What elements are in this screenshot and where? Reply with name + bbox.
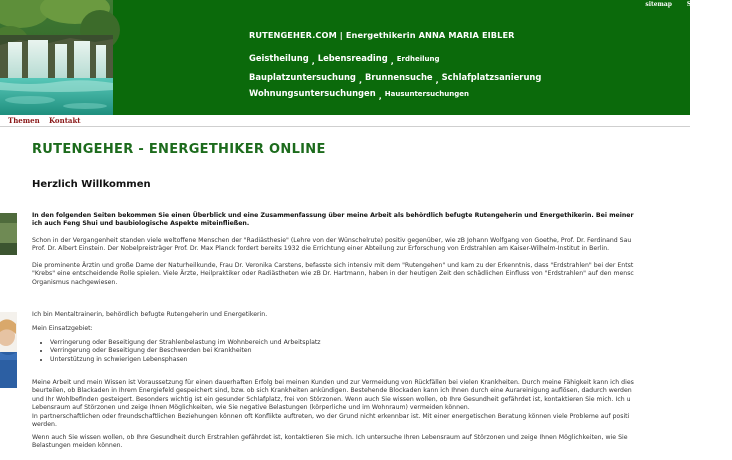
- nav-link-lebensreading[interactable]: Lebensreading: [317, 53, 388, 63]
- nav-separator: ,: [435, 76, 439, 85]
- wissen-paragraph: [32, 379, 732, 429]
- text-line: werden.: [32, 421, 57, 429]
- intro-paragraph: [32, 212, 732, 229]
- text-line: Ich bin Mentaltrainerin, behördlich befugte Rutengeherin und Energetikerin.: [32, 311, 268, 318]
- einsatz-label: [32, 325, 732, 333]
- top-link-st[interactable]: St: [686, 1, 694, 8]
- menu-link-kontakt[interactable]: Kontakt: [49, 116, 81, 125]
- nav-link-schlafplatzsanierung[interactable]: Schlafplatzsanierung: [441, 72, 542, 82]
- menu-link-themen[interactable]: Themen: [8, 116, 40, 125]
- text-line: Prof. Dr. Albert Einstein. Der Nobelpreisträger Prof. Dr. Max Planck fordert bereits 1932 die Errichtung einer Abteilung zur Erforschung von Erdstrahlen am Kaiser-Wilhelm-Institut in Berlin.: [32, 245, 610, 253]
- text-line: Organismus nachgewiesen.: [32, 278, 118, 286]
- list-item: • Unterstützung in schwierigen Lebensphasen: [50, 356, 321, 364]
- list-item: • Verringerung oder Beseitigung der Strahlenbelastung im Wohnbereich und Arbeitsplatz: [50, 339, 321, 347]
- nav-separator: ,: [390, 57, 394, 66]
- text-line: Lebensraum auf Störzonen und zeige Ihnen Möglichkeiten, wie Sie negative Belastungen (körperliche und im Wohnraum) vermeiden können.: [32, 404, 470, 412]
- text-line: Wenn auch Sie wissen wollen, ob Ihre Gesundheit durch Erstrahlen gefährdet ist, kontaktieren Sie mich. Ich untersuche Ihren Lebensraum auf Störzonen und zeige Ihnen Möglichkeiten, wie Sie: [32, 434, 628, 441]
- list-item: • Verringerung oder Beseitigung der Beschwerden bei Krankheiten: [50, 347, 321, 355]
- text-line: "Krebs" eine entscheidende Rolle spielen. Viele Ärzte, Heilpraktiker oder Radiästheten wie zB Dr. Hartmann, haben in der heutigen Zeit den schädlichen Einfluss von "Erdstrahlen" auf den mensc: [32, 270, 634, 278]
- text-line: In partnerschaftlichen oder freundschaftlichen Beziehungen können oft Konflikte auftreten, wo der Grund nicht erkennbar ist. Mit einer energetischen Beratung können viele Probleme auf positi: [32, 412, 630, 420]
- text-line: Belastungen meiden können.: [32, 442, 123, 450]
- nav-row-3: [249, 81, 469, 100]
- nav-link-bauplatzuntersuchung[interactable]: Bauplatzuntersuchung: [249, 72, 356, 82]
- text-line: Meine Arbeit und mein Wissen ist Voraussetzung für einen dauerhaften Erfolg bei meinen Kunden und zur Vermeidung von Rückfällen bei vielen Krankheiten. Durch meine Fähigkeit kann ich dies: [32, 379, 634, 386]
- text-line: Mein Einsatzgebiet:: [32, 325, 93, 332]
- site-title: RUTENGEHER.COM | Energethikerin ANNA MARIA EIBLER: [249, 30, 515, 40]
- nav-link-wohnungsuntersuchungen[interactable]: Wohnungsuntersuchungen: [249, 88, 376, 98]
- nav-link-brunnensuche[interactable]: Brunnensuche: [364, 72, 433, 82]
- text-line: Schon in der Vergangenheit standen viele weltoffene Menschen der "Radiästhesie" (Lehre von der Wünschelrute) positiv gegenüber, wie zB Johann Wolfgang von Goethe, Prof. Dr. Ferdinand Sau: [32, 237, 632, 244]
- text-line: In den folgenden Seiten bekommen Sie einen Überblick und eine Zusammenfassung über meine Arbeit als behördlich befugte Rutengeherin und Energethikerin. Bei meiner: [32, 212, 634, 219]
- nav-separator: ,: [378, 92, 382, 101]
- text-line: und Ihr Wohlbefinden gesteigert. Besonders wichtig ist ein gesunder Schlafplatz, frei von Störzonen. Wenn auch Sie wissen wollen, ob Ihre Gesundheit gefährdet ist, kontaktieren Sie mich. Ich u: [32, 395, 631, 403]
- contact-paragraph: [32, 434, 732, 451]
- site-header: [0, 0, 694, 115]
- nav-link-hausuntersuchungen[interactable]: Hausuntersuchungen: [384, 90, 469, 98]
- side-photo-top: [0, 213, 17, 255]
- nav-separator: ,: [311, 57, 315, 66]
- nav-link-geistheilung[interactable]: Geistheilung: [249, 53, 309, 63]
- nav-separator: ,: [358, 76, 362, 85]
- portrait-photo: [0, 312, 17, 388]
- waterfall-hero-image: [0, 0, 113, 115]
- main-content: [32, 127, 690, 460]
- welcome-heading: Herzlich Willkommen: [32, 179, 151, 190]
- text-line: ich auch Feng Shui und baubiologische Aspekte miteinfließen.: [32, 220, 250, 228]
- einsatz-list: [32, 339, 321, 364]
- carstens-paragraph: [32, 262, 732, 287]
- history-paragraph: [32, 237, 732, 254]
- sitemap-link[interactable]: sitemap: [645, 1, 672, 8]
- page-title: RUTENGEHER - ENERGETHIKER ONLINE: [32, 142, 326, 157]
- nav-row-1: [249, 46, 440, 65]
- text-line: beurteilen, ob Blackaden in Ihrem Energiefeld gespeichert sind, bzw. ob sich Krankheiten ankündigen. Bestehende Blockaden kann ich Ihnen durch eine Aurareinigung auflösen, dadurch werden: [32, 387, 632, 395]
- menu-bar: [0, 115, 690, 126]
- text-line: Die prominente Ärztin und große Dame der Naturheilkunde, Frau Dr. Veronika Carstens, befasste sich intensiv mit dem "Rutengehen" und kam zu der Erkenntnis, dass "Erdstrahlen" bei der Entst: [32, 262, 634, 269]
- mental-trainer-paragraph: [32, 311, 732, 319]
- nav-link-erdheilung[interactable]: Erdheilung: [396, 55, 440, 63]
